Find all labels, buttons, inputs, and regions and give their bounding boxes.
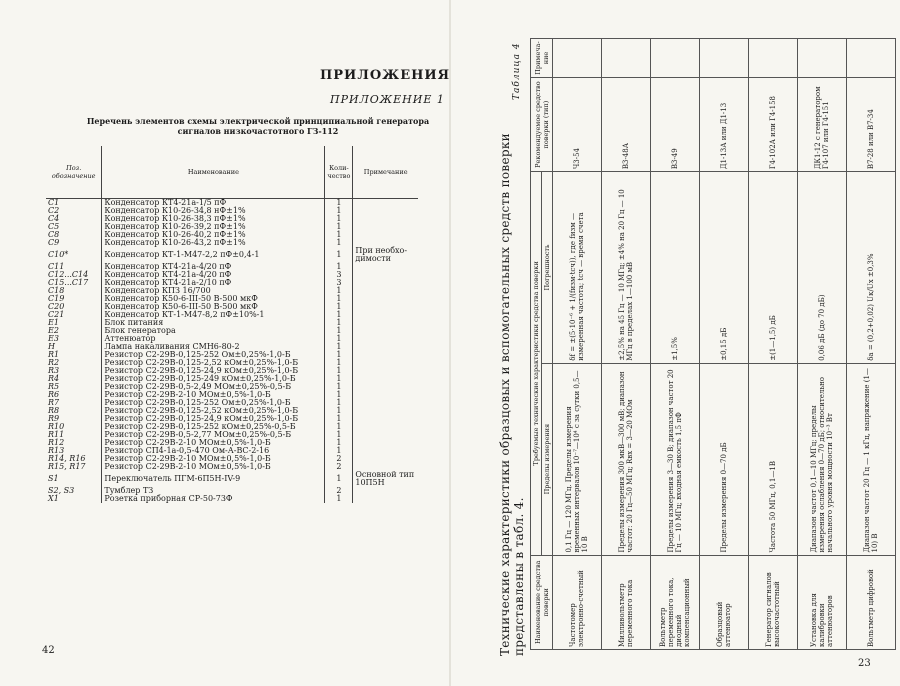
cell-note: Основной тип 10П5Н [355, 470, 415, 487]
cell-pos: E3 [48, 334, 59, 343]
cell-note [353, 231, 418, 239]
table4-intro: Технические характеристики образцовых и вспомогательных средств поверки представлены в табл. 4. [498, 133, 526, 656]
col-header-error: Погрешность [542, 172, 553, 364]
cell-pos: C15...C17 [48, 278, 89, 287]
col-header-limits: Пределы измерения [542, 363, 553, 555]
cell-name: Конденсатор К10-26-39,2 пФ±1% [102, 223, 325, 231]
cell-note: При необхо-димости [355, 246, 408, 263]
cell-qty: 1 [325, 471, 353, 487]
cell-name: Блок генератора [102, 327, 325, 335]
cell-qty: 1 [325, 399, 353, 407]
cell-note [353, 399, 418, 407]
element-list-table [46, 146, 418, 503]
cell-note [353, 335, 418, 343]
cell-note [353, 215, 418, 223]
table-row [46, 471, 418, 487]
table-row [700, 39, 749, 650]
cell-note [651, 39, 700, 78]
col-header-note: Примечание [353, 146, 418, 199]
cell-pos: C10* [48, 250, 69, 259]
cell-name: Резистор С2-29В-0,5-2,49 МОм±0,25%-0,5-Б [102, 383, 325, 391]
cell-note [353, 207, 418, 215]
cell-pos: S2, S3 [48, 486, 75, 495]
cell-pos: R12 [48, 438, 65, 447]
cell-name: Конденсатор К10-26-43,2 пФ±1% [102, 239, 325, 247]
cell-name: Конденсатор КПЗ 16/700 [102, 287, 325, 295]
cell-pos: R8 [48, 406, 60, 415]
cell-qty: 1 [325, 407, 353, 415]
cell-note [353, 407, 418, 415]
cell-error: ±0,15 дБ [700, 172, 749, 364]
cell-error: δf = ±(5·10⁻⁶ + 1/(fизм·tсч)), где fизм — измеренная частота; tсч — время счета [553, 172, 602, 364]
cell-note [353, 311, 418, 319]
cell-name: Резистор С2-29В-2-10 МОм±0,5%-1,0-Б [102, 439, 325, 447]
cell-name: Резистор С2-29В-2-10 МОм±0,5%-1,0-Б [102, 455, 325, 463]
cell-pos: R2 [48, 358, 60, 367]
cell-pos: R11 [48, 430, 65, 439]
cell-pos: R13 [48, 446, 65, 455]
cell-qty: 3 [325, 271, 353, 279]
cell-error: ±(1—1,5) дБ [749, 172, 798, 364]
cell-pos: R3 [48, 366, 60, 375]
cell-qty: 1 [325, 223, 353, 231]
cell-qty: 1 [325, 439, 353, 447]
cell-name: Милливольтметр переменного тока [602, 555, 651, 649]
cell-limits: 0,1 Гц — 120 МГц. Пределы измерения временных интервалов 10⁻⁷—10⁴ с за сутки 0,5—10 В [553, 363, 602, 555]
cell-note [847, 39, 896, 78]
cell-qty: 1 [325, 247, 353, 263]
table-row [46, 271, 418, 279]
table-row [46, 247, 418, 263]
cell-name: Блок питания [102, 319, 325, 327]
cell-limits: Диапазон частот 0,1—10 МГц; пределы измерения ослабления 0—70 дБ; относительно начального уровня мощности 10⁻³ Вт [798, 363, 847, 555]
cell-limits: Пределы измерения 0—70 дБ [700, 363, 749, 555]
cell-qty: 1 [325, 199, 353, 208]
cell-pos: C4 [48, 214, 60, 223]
cell-qty: 1 [325, 287, 353, 295]
cell-note [602, 39, 651, 78]
cell-pos: C12...C14 [48, 270, 89, 279]
cell-name: Резистор С2-29В-0,125-2,52 кОм±0,25%-1,0-Б [102, 407, 325, 415]
cell-pos: C11 [48, 262, 65, 271]
col-header-pos: Поз. обозначение [46, 146, 102, 199]
cell-recommended: Д1-13А или Д1-13 [700, 78, 749, 172]
cell-recommended: ДК1-12 с генератором Г4-107 или Г4-151 [798, 78, 847, 172]
cell-limits: Диапазон частот 20 Гц — 1 кГц, напряжение (1—10) В [847, 363, 896, 555]
cell-name: Розетка приборная СР-50-73Ф [102, 495, 325, 503]
cell-qty: 1 [325, 423, 353, 431]
table-header-row [46, 146, 418, 199]
cell-qty: 1 [325, 431, 353, 439]
cell-note [353, 415, 418, 423]
cell-qty: 1 [325, 207, 353, 215]
cell-name: Конденсатор КТ4-21а-4/20 пФ [102, 263, 325, 271]
cell-pos: C5 [48, 222, 60, 231]
cell-name: Лампа накаливания СМН6-80-2 [102, 343, 325, 351]
cell-name: Вольтметр цифровой [847, 555, 896, 649]
cell-note [798, 39, 847, 78]
cell-name: Конденсатор К10-26-40,2 пФ±1% [102, 231, 325, 239]
cell-pos: E2 [48, 326, 59, 335]
cell-name: Конденсатор КТ4-21а-1/5 пФ [102, 199, 325, 208]
cell-pos: C1 [48, 198, 60, 207]
cell-qty: 1 [325, 215, 353, 223]
cell-name: Резистор С2-29В-0,125-24,9 кОм±0,25%-1,0-Б [102, 367, 325, 375]
cell-name: Конденсатор К10-26-38,3 пФ±1% [102, 215, 325, 223]
cell-note [353, 431, 418, 439]
cell-qty: 1 [325, 239, 353, 247]
cell-note [353, 351, 418, 359]
cell-name: Частотомер электронно-счетный [553, 555, 602, 649]
cell-qty: 1 [325, 343, 353, 351]
cell-pos: R5 [48, 382, 60, 391]
cell-note [353, 287, 418, 295]
page-number-left: 42 [42, 645, 55, 656]
table-row [749, 39, 798, 650]
cell-name: Конденсатор К50-6-III-50 В-500 мкФ [102, 295, 325, 303]
cell-name: Вольтметр переменного тока, диодный компенсационный [651, 555, 700, 649]
cell-qty: 2 [325, 455, 353, 463]
table4-header-row-1 [531, 39, 542, 650]
cell-name: Образцовый аттенюатор [700, 555, 749, 649]
table-row [847, 39, 896, 650]
cell-note [353, 279, 418, 287]
col-header-equipment: Наименование средства поверки [531, 555, 553, 649]
cell-qty: 3 [325, 279, 353, 287]
cell-name: Генератор сигналов высокочастотный [749, 555, 798, 649]
table-row [46, 319, 418, 327]
cell-error: δа = (0,2+0,02) Uк/Ux ±0,3% [847, 172, 896, 364]
cell-name: Резистор СП4-1а-0,5-470 Ом-А-ВС-2-16 [102, 447, 325, 455]
element-rows [46, 199, 418, 504]
cell-error: ±1,5% [651, 172, 700, 364]
cell-pos: H [48, 342, 55, 351]
cell-name: Конденсатор КТ4-21а-4/20 пФ [102, 271, 325, 279]
cell-note [353, 487, 418, 495]
cell-pos: C20 [48, 302, 65, 311]
cell-error: 0,06 дБ (до 70 дБ) [798, 172, 847, 364]
cell-pos: R4 [48, 374, 60, 383]
table-row [46, 311, 418, 319]
cell-recommended: Ч3-54 [553, 78, 602, 172]
cell-qty: 1 [325, 495, 353, 503]
cell-qty: 1 [325, 311, 353, 319]
col-header-group: Требуемые технические характеристики средства поверки [531, 172, 542, 555]
cell-name: Резистор С2-29В-0,125-249 кОм±0,25%-1,0-Б [102, 375, 325, 383]
cell-note [353, 447, 418, 455]
col-header-name: Наименование [102, 146, 325, 199]
cell-pos: S1 [48, 474, 59, 483]
cell-pos: C9 [48, 238, 60, 247]
cell-pos: R1 [48, 350, 60, 359]
cell-name: Переключатель ПГМ-6П5Н-IV-9 [102, 471, 325, 487]
cell-error: ±2,5% на 45 Гц — 10 МГц; ±4% на 20 Гц — 10 МГц в пределах 1—100 мВ [602, 172, 651, 364]
cell-note [353, 263, 418, 271]
cell-qty: 1 [325, 335, 353, 343]
cell-name: Конденсатор КТ4-21а-2/10 пФ [102, 279, 325, 287]
table-row [602, 39, 651, 650]
col-header-qty: Коли-чество [325, 146, 353, 199]
cell-name: Резистор С2-29В-2-10 МОм±0,5%-1,0-Б [102, 391, 325, 399]
cell-qty: 1 [325, 263, 353, 271]
cell-pos: C19 [48, 294, 65, 303]
cell-pos: R10 [48, 422, 65, 431]
cell-note [353, 455, 418, 463]
cell-note [353, 303, 418, 311]
cell-note [353, 295, 418, 303]
cell-note [353, 343, 418, 351]
appendix-heading: ПРИЛОЖЕНИЯ [320, 68, 451, 83]
cell-qty: 1 [325, 415, 353, 423]
cell-note [353, 359, 418, 367]
cell-name: Конденсатор КТ-1-М47-8,2 пФ±10%-1 [102, 311, 325, 319]
cell-note [553, 39, 602, 78]
cell-limits: Пределы измерения 3—30 В; диапазон частот 20 Гц — 10 МГц; входная емкость 1,5 пФ [651, 363, 700, 555]
cell-note [353, 391, 418, 399]
cell-name: Установка для калибровки аттенюаторов [798, 555, 847, 649]
cell-note [353, 367, 418, 375]
table-row [651, 39, 700, 650]
cell-pos: C8 [48, 230, 60, 239]
cell-note [353, 271, 418, 279]
cell-recommended: В3-48А [602, 78, 651, 172]
cell-qty: 1 [325, 303, 353, 311]
table4-rows [553, 39, 896, 650]
cell-qty: 1 [325, 359, 353, 367]
table4-label: Таблица 4 [512, 42, 522, 100]
cell-name: Резистор С2-29В-0,5-2,77 МОм±0,25%-0,5-Б [102, 431, 325, 439]
cell-name: Резистор С2-29В-0,125-252 кОм±0,25%-0,5-Б [102, 423, 325, 431]
cell-name: Конденсатор К10-26-34,8 нФ±1% [102, 207, 325, 215]
cell-qty: 1 [325, 367, 353, 375]
cell-note [353, 439, 418, 447]
cell-limits: Пределы измерения 300 мкВ—300 мВ; диапазон частот: 20 Гц—50 МГц; Rвх = 3—20 МОм [602, 363, 651, 555]
cell-note [353, 375, 418, 383]
cell-name: Резистор С2-29В-0,125-252 Ом±0,25%-1,0-Б [102, 399, 325, 407]
cell-note [353, 327, 418, 335]
cell-qty: 1 [325, 327, 353, 335]
cell-pos: R9 [48, 414, 60, 423]
table-row [46, 279, 418, 287]
cell-note [700, 39, 749, 78]
cell-qty: 1 [325, 383, 353, 391]
cell-pos: R6 [48, 390, 60, 399]
cell-pos: C21 [48, 310, 65, 319]
appendix-label: ПРИЛОЖЕНИЕ 1 [330, 93, 445, 106]
cell-qty: 1 [325, 231, 353, 239]
rotated-table-page [450, 0, 900, 686]
table-row [46, 327, 418, 335]
cell-name: Резистор С2-29В-0,125-2,52 кОм±0,25%-1,0-Б [102, 359, 325, 367]
col-header-recommended: Рекомендуемое средство поверки (тип) [531, 78, 553, 172]
cell-pos: C2 [48, 206, 60, 215]
cell-qty: 2 [325, 463, 353, 471]
cell-note [353, 495, 418, 503]
cell-name: Резистор С2-29В-2-10 МОм±0,5%-1,0-Б [102, 463, 325, 471]
cell-recommended: В3-49 [651, 78, 700, 172]
page-number-right: 23 [858, 658, 871, 669]
cell-qty: 1 [325, 295, 353, 303]
cell-name: Аттенюатор [102, 335, 325, 343]
cell-pos: R7 [48, 398, 60, 407]
table-4 [530, 38, 896, 650]
cell-pos: C18 [48, 286, 65, 295]
table-row [46, 263, 418, 271]
cell-note [749, 39, 798, 78]
cell-recommended: В7-28 или В7-34 [847, 78, 896, 172]
cell-pos: E1 [48, 318, 59, 327]
table-row [46, 495, 418, 503]
cell-note [353, 383, 418, 391]
col-header-note: Примеча-ние [531, 39, 553, 78]
table-row [553, 39, 602, 650]
table-row [798, 39, 847, 650]
cell-name: Конденсатор КТ-1-М47-2,2 пФ±0,4-1 [102, 247, 325, 263]
cell-note [353, 319, 418, 327]
cell-name: Конденсатор К50-6-III-50 В-500 мкФ [102, 303, 325, 311]
cell-pos: X1 [48, 494, 59, 503]
cell-name: Тумблер ТЗ [102, 487, 325, 495]
cell-qty: 1 [325, 375, 353, 383]
cell-qty: 1 [325, 447, 353, 455]
cell-note [353, 199, 418, 208]
cell-qty: 1 [325, 391, 353, 399]
cell-limits: Частота 50 МГц, 0,1—1В [749, 363, 798, 555]
cell-qty: 1 [325, 319, 353, 327]
cell-name: Резистор С2-29В-0,125-24,9 кОм±0,25%-1,0-Б [102, 415, 325, 423]
cell-qty: 2 [325, 487, 353, 495]
cell-qty: 1 [325, 351, 353, 359]
cell-note [353, 423, 418, 431]
element-list-title: Перечень элементов схемы электрической принципиальной генератора сигналов низкочастотного ГЗ-112 [86, 116, 430, 136]
cell-note [353, 223, 418, 231]
cell-name: Резистор С2-29В-0,125-252 Ом±0,25%-1,0-Б [102, 351, 325, 359]
cell-pos: R15, R17 [48, 462, 86, 471]
cell-recommended: Г4-102А или Г4-158 [749, 78, 798, 172]
cell-pos: R14, R16 [48, 454, 86, 463]
